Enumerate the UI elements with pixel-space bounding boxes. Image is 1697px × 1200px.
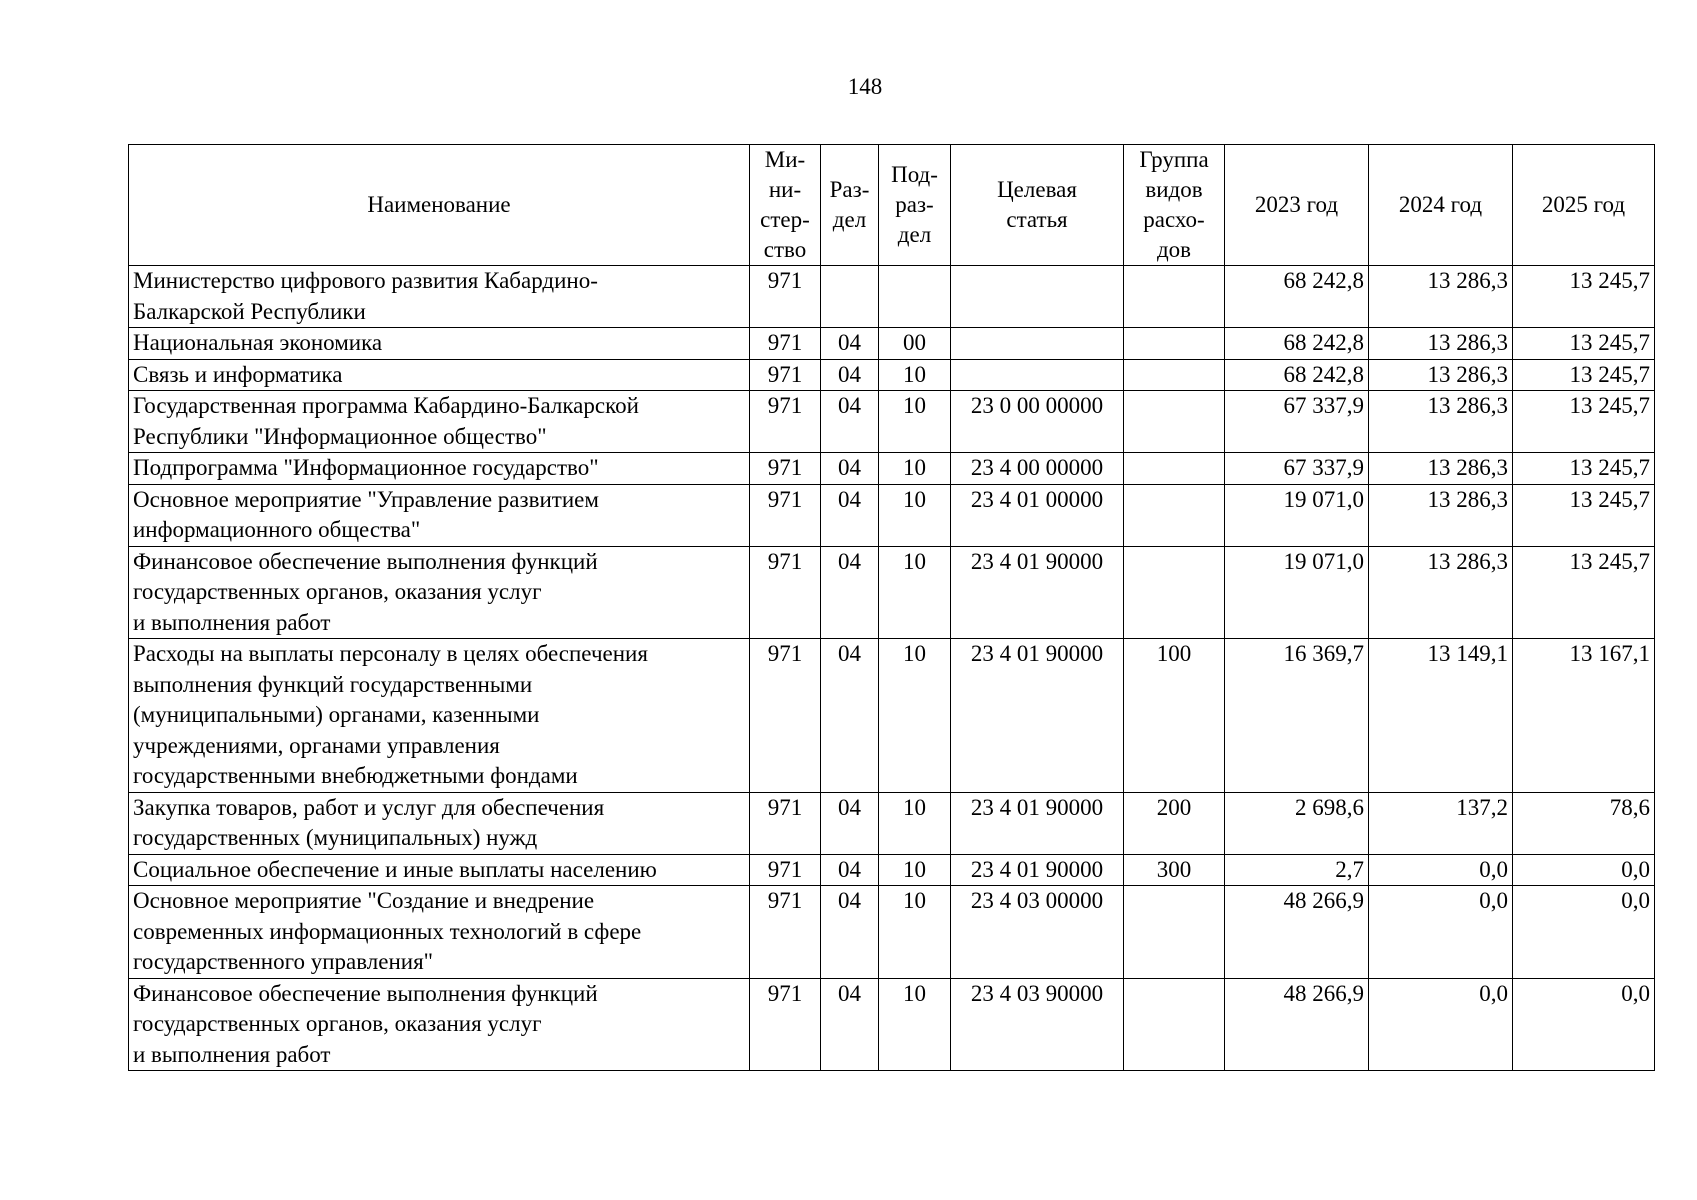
section-cell: 04 — [821, 484, 879, 546]
ministry-cell: 971 — [750, 484, 821, 546]
amount-2023-cell: 19 071,0 — [1225, 484, 1369, 546]
ministry-cell: 971 — [750, 328, 821, 360]
target-cell: 23 4 01 90000 — [951, 792, 1124, 854]
header-group-line: расхо- — [1143, 207, 1205, 232]
section-cell: 04 — [821, 453, 879, 485]
subsection-cell: 10 — [879, 391, 951, 453]
name-cell — [129, 359, 750, 391]
header-ministry-line: ство — [763, 237, 807, 262]
name-line: государственного управления" — [133, 949, 434, 974]
name-cell — [129, 792, 750, 854]
header-target-line: Целевая — [997, 177, 1077, 202]
name-cell — [129, 328, 750, 360]
group-cell: 200 — [1124, 792, 1225, 854]
amount-2024-cell: 0,0 — [1369, 886, 1513, 979]
target-cell: 23 4 01 90000 — [951, 854, 1124, 886]
table-row — [129, 792, 1655, 854]
header-group-line: Группа — [1139, 147, 1209, 172]
subsection-cell: 10 — [879, 453, 951, 485]
name-line: информационного общества" — [133, 517, 421, 542]
target-cell — [951, 359, 1124, 391]
amount-2024-cell: 137,2 — [1369, 792, 1513, 854]
section-cell: 04 — [821, 854, 879, 886]
ministry-cell: 971 — [750, 453, 821, 485]
name-line: Основное мероприятие "Создание и внедрение — [133, 888, 595, 913]
name-line: Министерство цифрового развития Кабардино- — [133, 268, 598, 293]
target-cell — [951, 266, 1124, 328]
section-cell: 04 — [821, 359, 879, 391]
name-line: учреждениями, органами управления — [133, 732, 500, 758]
amount-2025-cell: 13 245,7 — [1513, 453, 1655, 485]
subsection-cell: 10 — [879, 639, 951, 793]
table-row — [129, 886, 1655, 979]
name-cell — [129, 854, 750, 886]
header-subsection — [879, 145, 951, 266]
group-cell — [1124, 391, 1225, 453]
name-line: государственными внебюджетными фондами — [133, 763, 578, 788]
amount-2023-cell: 2,7 — [1225, 854, 1369, 886]
name-line: государственных органов, оказания услуг — [133, 579, 542, 604]
header-ministry — [750, 145, 821, 266]
name-line: Подпрограмма "Информационное государство" — [133, 455, 599, 480]
amount-2023-cell: 19 071,0 — [1225, 546, 1369, 639]
name-line: выполнения функций государственными — [133, 671, 533, 697]
group-cell — [1124, 328, 1225, 360]
name-cell — [129, 639, 750, 793]
name-cell — [129, 484, 750, 546]
group-cell — [1124, 546, 1225, 639]
name-line: государственных (муниципальных) нужд — [133, 825, 538, 850]
target-cell: 23 4 01 00000 — [951, 484, 1124, 546]
name-line: и выполнения работ — [133, 1041, 331, 1067]
name-line: Национальная экономика — [133, 330, 383, 355]
name-line: (муниципальными) органами, казенными — [133, 702, 540, 727]
name-line: Балкарской Республики — [133, 298, 366, 324]
name-line: Республики "Информационное общество" — [133, 423, 547, 449]
group-cell: 100 — [1124, 639, 1225, 793]
amount-2024-cell: 13 286,3 — [1369, 484, 1513, 546]
name-line: современных информационных технологий в сфере — [133, 918, 642, 944]
name-line: Расходы на выплаты персоналу в целях обеспечения — [133, 641, 648, 666]
name-line: Закупка товаров, работ и услуг для обеспечения — [133, 794, 605, 820]
table-row — [129, 978, 1655, 1071]
table-row — [129, 359, 1655, 391]
header-subsection-line: раз- — [895, 192, 934, 217]
group-cell — [1124, 266, 1225, 328]
ministry-cell: 971 — [750, 546, 821, 639]
amount-2025-cell: 0,0 — [1513, 978, 1655, 1071]
amount-2025-cell: 13 245,7 — [1513, 391, 1655, 453]
name-line: государственных органов, оказания услуг — [133, 1011, 542, 1036]
amount-2023-cell: 48 266,9 — [1225, 978, 1369, 1071]
page-number: 148 — [847, 74, 883, 99]
target-cell — [951, 328, 1124, 360]
budget-table — [128, 144, 1655, 1071]
amount-2024-cell: 13 286,3 — [1369, 328, 1513, 360]
table-row — [129, 854, 1655, 886]
amount-2024-cell: 13 286,3 — [1369, 266, 1513, 328]
header-subsection-line: дел — [897, 222, 932, 247]
header-ministry-line: Ми- — [764, 147, 806, 172]
group-cell — [1124, 453, 1225, 485]
ministry-cell: 971 — [750, 359, 821, 391]
amount-2024-cell: 13 286,3 — [1369, 453, 1513, 485]
name-line: Финансовое обеспечение выполнения функций — [133, 980, 598, 1006]
table-row — [129, 484, 1655, 546]
header-2023: 2023 год — [1225, 145, 1369, 266]
group-cell — [1124, 484, 1225, 546]
amount-2023-cell: 67 337,9 — [1225, 453, 1369, 485]
amount-2024-cell: 13 286,3 — [1369, 546, 1513, 639]
header-2025: 2025 год — [1513, 145, 1655, 266]
ministry-cell: 971 — [750, 391, 821, 453]
table-row — [129, 391, 1655, 453]
amount-2025-cell: 13 245,7 — [1513, 266, 1655, 328]
name-line: Основное мероприятие "Управление развитием — [133, 486, 599, 512]
group-cell — [1124, 978, 1225, 1071]
table-row — [129, 639, 1655, 793]
amount-2023-cell: 16 369,7 — [1225, 639, 1369, 793]
name-line: Государственная программа Кабардино-Балкарской — [133, 393, 639, 418]
amount-2023-cell: 68 242,8 — [1225, 359, 1369, 391]
name-line: Социальное обеспечение и иные выплаты населению — [133, 856, 657, 882]
header-section-line: Раз- — [829, 177, 870, 202]
header-name: Наименование — [129, 145, 750, 266]
name-cell — [129, 978, 750, 1071]
subsection-cell: 10 — [879, 546, 951, 639]
header-subsection-line: Под- — [891, 162, 938, 187]
subsection-cell: 10 — [879, 359, 951, 391]
header-target — [951, 145, 1124, 266]
subsection-cell: 10 — [879, 484, 951, 546]
name-cell — [129, 453, 750, 485]
amount-2025-cell: 13 245,7 — [1513, 328, 1655, 360]
table-header-row — [129, 145, 1655, 266]
group-cell — [1124, 359, 1225, 391]
amount-2025-cell: 13 167,1 — [1513, 639, 1655, 793]
amount-2025-cell: 0,0 — [1513, 886, 1655, 979]
subsection-cell: 10 — [879, 854, 951, 886]
amount-2025-cell: 0,0 — [1513, 854, 1655, 886]
target-cell: 23 4 03 90000 — [951, 978, 1124, 1071]
name-cell — [129, 546, 750, 639]
section-cell: 04 — [821, 978, 879, 1071]
name-cell — [129, 886, 750, 979]
table-row — [129, 453, 1655, 485]
subsection-cell: 00 — [879, 328, 951, 360]
amount-2025-cell: 13 245,7 — [1513, 546, 1655, 639]
ministry-cell: 971 — [750, 792, 821, 854]
amount-2023-cell: 48 266,9 — [1225, 886, 1369, 979]
header-group-line: видов — [1145, 177, 1203, 202]
subsection-cell: 10 — [879, 886, 951, 979]
amount-2025-cell: 78,6 — [1513, 792, 1655, 854]
header-ministry-line: ни- — [768, 177, 802, 202]
amount-2024-cell: 0,0 — [1369, 854, 1513, 886]
amount-2024-cell: 13 149,1 — [1369, 639, 1513, 793]
header-group-line: дов — [1156, 237, 1192, 262]
table-row — [129, 266, 1655, 328]
name-line: Связь и информатика — [133, 361, 343, 387]
ministry-cell: 971 — [750, 639, 821, 793]
subsection-cell — [879, 266, 951, 328]
table-row — [129, 328, 1655, 360]
group-cell: 300 — [1124, 854, 1225, 886]
section-cell: 04 — [821, 546, 879, 639]
name-cell — [129, 266, 750, 328]
ministry-cell: 971 — [750, 266, 821, 328]
section-cell: 04 — [821, 792, 879, 854]
name-line: Финансовое обеспечение выполнения функций — [133, 548, 598, 574]
amount-2025-cell: 13 245,7 — [1513, 484, 1655, 546]
name-line: и выполнения работ — [133, 609, 331, 635]
ministry-cell: 971 — [750, 854, 821, 886]
amount-2024-cell: 13 286,3 — [1369, 359, 1513, 391]
header-2024: 2024 год — [1369, 145, 1513, 266]
amount-2023-cell: 2 698,6 — [1225, 792, 1369, 854]
section-cell: 04 — [821, 328, 879, 360]
header-section — [821, 145, 879, 266]
header-target-line: статья — [1006, 207, 1068, 232]
header-group — [1124, 145, 1225, 266]
amount-2023-cell: 68 242,8 — [1225, 266, 1369, 328]
target-cell: 23 4 01 90000 — [951, 546, 1124, 639]
target-cell: 23 4 03 00000 — [951, 886, 1124, 979]
table-row — [129, 546, 1655, 639]
target-cell: 23 4 01 90000 — [951, 639, 1124, 793]
target-cell: 23 4 00 00000 — [951, 453, 1124, 485]
section-cell: 04 — [821, 391, 879, 453]
amount-2024-cell: 13 286,3 — [1369, 391, 1513, 453]
target-cell: 23 0 00 00000 — [951, 391, 1124, 453]
section-cell: 04 — [821, 886, 879, 979]
name-cell — [129, 391, 750, 453]
ministry-cell: 971 — [750, 886, 821, 979]
section-cell — [821, 266, 879, 328]
subsection-cell: 10 — [879, 792, 951, 854]
header-ministry-line: стер- — [760, 207, 810, 232]
subsection-cell: 10 — [879, 978, 951, 1071]
amount-2024-cell: 0,0 — [1369, 978, 1513, 1071]
amount-2025-cell: 13 245,7 — [1513, 359, 1655, 391]
header-section-line: дел — [832, 207, 867, 232]
section-cell: 04 — [821, 639, 879, 793]
amount-2023-cell: 67 337,9 — [1225, 391, 1369, 453]
ministry-cell: 971 — [750, 978, 821, 1071]
group-cell — [1124, 886, 1225, 979]
table-body — [129, 266, 1655, 1071]
amount-2023-cell: 68 242,8 — [1225, 328, 1369, 360]
